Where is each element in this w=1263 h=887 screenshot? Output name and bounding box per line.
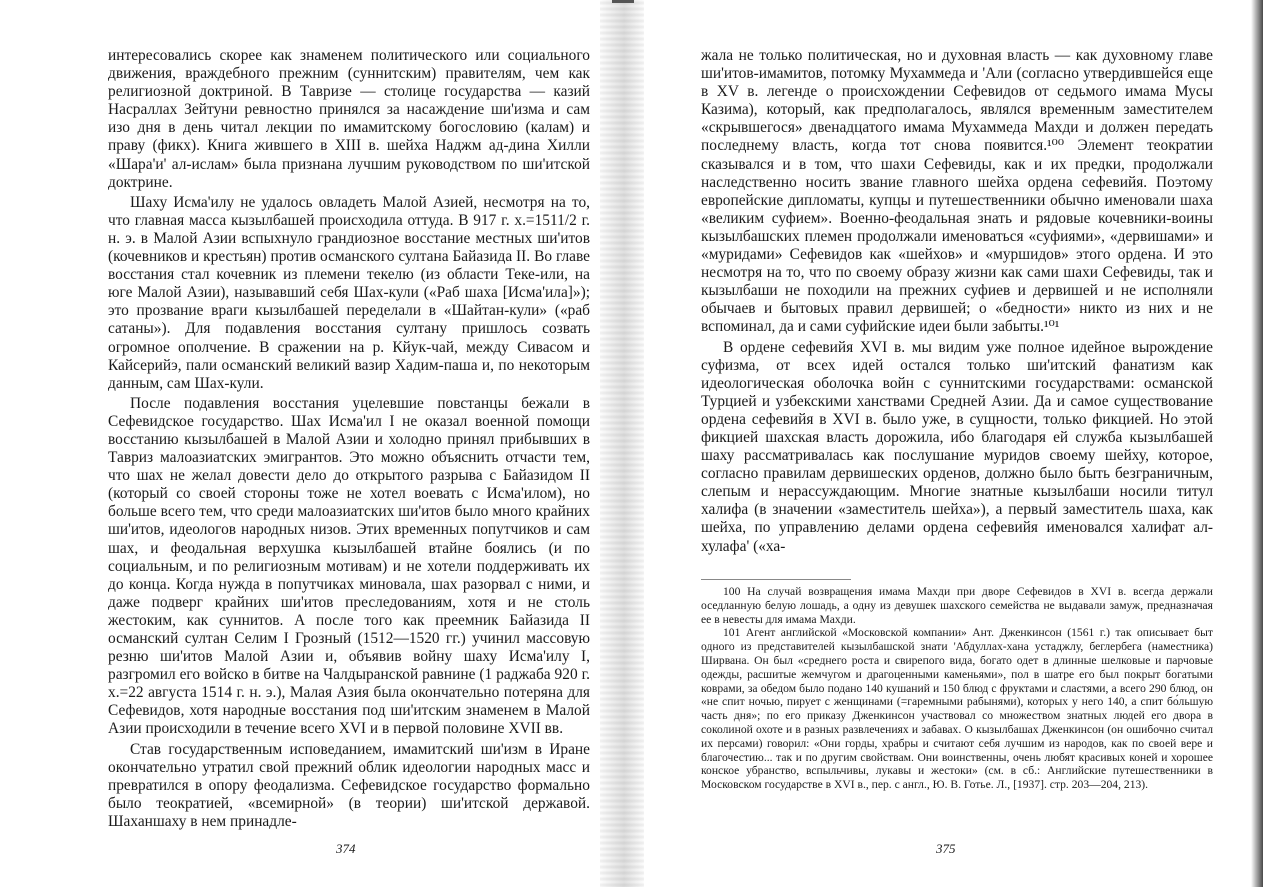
page-edge-shadow — [1251, 0, 1263, 887]
paragraph: После подавления восстания уцелевшие повстанцы бежали в Сефевидское государство. Шах Исма'ил I не оказал военной помощи восстанию кызылбашей в Малой Азии и холодно принял прибывших в Тавриз малоазиатских эмигрантов. Это можно объяснить отчасти тем, что шах не желал довести дело до открытого разрыва с Байазидом II (который со своей стороны тоже не хотел воевать с Исма'илом), но больше всего тем, что среди малоазиатских ши'итов было много крайних ши'итов, идеологов народных низов. Этих временных попутчиков и сам шах, и феодальная верхушка кызылбашей втайне боялись (и по социальным, и по религиозным мотивам) и не хотели поддерживать их до конца. Когда нужда в попутчиках миновала, шах разорвал с ними, и даже подверг крайних ши'итов преследованиям, хотя и не столь жестоким, как суннитов. А после того как преемник Байазида II османский султан Селим I Грозный (1512—1520 гг.) учинил массовую резню ши'итов Малой Азии и, объявив войну шаху Исма'илу I, разгромил его войско в битве на Чалдыранской равнине (1 раджаба 920 г. х.=22 августа 1514 г. н. э.), Малая Азия была окончательно потеряна для Сефевидов, хотя народные восстания под ши'итским знаменем в Малой Азии происходили в течение всего XVI и в первой половине XVII вв. — [108, 394, 590, 738]
footnotes — [701, 585, 1213, 792]
left-page-body — [108, 47, 590, 831]
page-number: 374 — [336, 841, 356, 856]
right-page-body — [701, 47, 1213, 556]
footnote: 101 Агент английской «Московской компании» Ант. Дженкинсон (1561 г.) так описывает быт одного из представителей кызылбашской знати 'Абдуллах-хана устаджлу, беглербега (наместника) Ширвана. Он был «среднего роста и свирепого вида, богато одет в длинные шелковые и парчовые одежды, расшитые жемчугом и драгоценными каменьями», пол в шатре его был покрыт богатыми коврами, за обедом было подано 140 кушаний и 150 блюд с фруктами и сластями, а всего 290 блюд, он «не спит ночью, пирует с женщинами (=гаремными рабынями), которых у него 140, а спит бо́льшую часть дня»; по его приказу Дженкинсон участвовал со множеством знатных людей его двора в соколиной охоте и в разных развлечениях и забавах. О кызылбашах Дженкинсон (он ошибочно считал их персами) говорил: «Они горды, храбры и считают себя лучшим из народов, как по своей вере и благочестию... так и по другим свойствам. Они воинственны, очень любят красивых коней и хорошее конское убранство, вспыльчивы, лукавы и жестоки» (см. в сб.: Английские путешественники в Московском государстве в XVI в., пер. с англ., Ю. В. Готье. Л., [1937]. стр. 203—204, 213). — [701, 626, 1213, 792]
left-page — [0, 0, 622, 887]
paragraph: интересовались скорее как знаменем политического или социального движения, враждебного прежним (суннитским) правителям, чем как религиозной доктриной. В Тавризе — столице государства — казий Насраллах Зейтуни ревностно принялся за насаждение ши'изма и сам изо дня в день читал лекции по имамитскому богословию (калам) и праву (фикх). Книга жившего в XIII в. шейха Наджм ад-дина Хилли «Шара'и' ал-ислам» была признана лучшим руководством по ши'итской доктрине. — [108, 47, 590, 191]
paragraph: Став государственным исповеданием, имамитский ши'изм в Иране окончательно утратил свой прежний облик идеологии народных масс и превратился в опору феодализма. Сефевидское государство формально было теократией, «всемирной» (в теории) ши'итской державой. Шаханшаху в нем принадле- — [108, 740, 590, 830]
paragraph: Шаху Исма'илу не удалось овладеть Малой Азией, несмотря на то, что главная масса кызылбашей происходила оттуда. В 917 г. х.=1511/2 г. н. э. в Малой Азии вспыхнуло грандиозное восстание местных ши'итов (кочевников и крестьян) против османского султана Байазида II. Во главе восстания стал кочевник из племени текелю (из области Теке-или, на юге Малой Азии), называвший себя Шах-кули («Раб шаха [Исма'ила]»); это прозвание враги кызылбашей переделали в «Шайтан-кули» («раб сатаны»). Для подавления восстания султану пришлось созвать огромное ополчение. В сражении на р. Кйук-чай, между Сивасом и Кайсерийэ, пали османский великий вазир Хадим-паша и, по некоторым данным, сам Шах-кули. — [108, 193, 590, 392]
right-page — [628, 0, 1263, 887]
paragraph: жала не только политическая, но и духовная власть — как духовному главе ши'итов-имамитов, потомку Мухаммеда и 'Али (согласно утвердившейся еще в XV в. легенде о происхождении Сефевидов от седьмого имама Мусы Казима), который, как предполагалось, являлся временным заместителем «скрывшегося» двенадцатого имама Мухаммеда Махди и должен передать последнему власть, когда тот снова появится.¹⁰⁰ Элемент теократии сказывался и в том, что шахи Сефевиды, как и их предки, продолжали наследственно носить звание главного шейха ордена сефевийя. Поэтому европейские дипломаты, купцы и путешественники обычно именовали шаха «великим суфием». Военно-феодальная знать и рядовые кочевники-воины кызылбашских племен продолжали именоваться «суфиями», «дервишами» и «муридами» Сефевидов как «шейхов» и «муршидов» этого ордена. И это несмотря на то, что по своему образу жизни как сами шахи Сефевиды, так и кызылбаши не походили на прежних суфиев и дервишей и не исполняли обычаев и бытовых правил дервишей; о «бедности» никто из них и не вспоминал, да и сами суфийские идеи были забыты.¹⁰¹ — [701, 47, 1213, 336]
paragraph: В ордене сефевийя XVI в. мы видим уже полное идейное вырождение суфизма, от всех идей остался только ши'итский фанатизм как идеологическая оболочка войн с суннитскими государствами: османской Турцией и узбекскими ханствами Средней Азии. Да и самое существование ордена сефевийя в XVI в. было уже, в сущности, только фикцией. Но этой фикцией шахская власть дорожила, ибо благодаря ей служба кызылбашей шаху рассматривалась как послушание муридов своему шейху, которое, согласно правилам дервишеских орденов, должно было быть безграничным, слепым и нерассуждающим. Многие знатные кызылбаши носили титул халифа (в значении «заместитель шейха»), а первый заместитель шаха, как шейха, по управлению делами ордена сефевийя именовался халифат ал-хулафа' («ха- — [701, 338, 1213, 555]
page-number: 375 — [936, 841, 956, 856]
footnote-rule — [701, 579, 851, 580]
footnote: 100 На случай возвращения имама Махди при дворе Сефевидов в XVI в. всегда держали оседланную белую лошадь, а одну из девушек шахского семейства не выдавали замуж, предназначая ее в невесты для имама Махди. — [701, 585, 1213, 626]
